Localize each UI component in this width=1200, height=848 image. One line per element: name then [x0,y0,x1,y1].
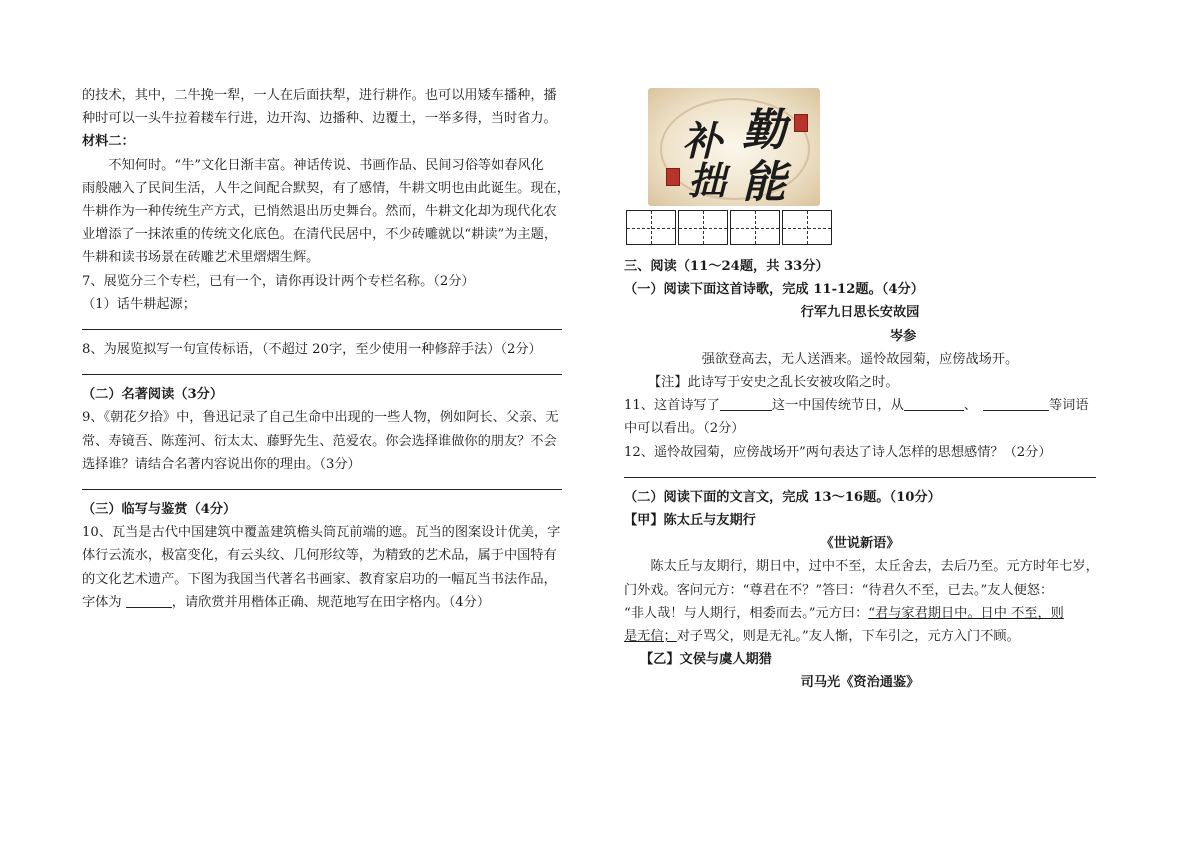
question-9-line3: 选择谁？请结合名著内容说出你的理由。（3分） [82,456,361,472]
question-10-line2: 体行云流水，极富变化，有云头纹、几何形纹等，为精致的艺术品，属于中国特有 [82,548,557,564]
calligraphy-image [648,88,820,206]
q10-suffix: ，请欣赏并用楷体正确、规范地写在田字格内。（4分） [171,594,491,610]
red-seal-stamp [666,168,680,186]
section-heading-3: （三）临写与鉴赏（4分） [82,502,237,518]
classical-text-line [624,625,1096,648]
q10-prefix: 字体为 [82,594,126,610]
poem-note: 【注】此诗写于安史之乱长安被攻陷之时。 [648,375,899,391]
answer-blank[interactable] [904,396,964,411]
tianzi-grid [626,210,1096,245]
subsection-2-heading: （二）阅读下面的文言文，完成 13～16题。（10分） [624,489,941,505]
text-line: 种时可以一头牛拉着耧车行进，边开沟、边播种、边覆土，一举多得，当时省力。 [82,111,557,127]
question-10-line4 [82,591,562,614]
question-11-line2: 中可以看出。（2分） [624,421,745,437]
text-span: 对子骂父，则是无礼。”友人惭，下车引之，元方入门不顾。 [676,629,1020,645]
text-line: 业增添了一抹浓重的传统文化底色。在清代民居中，不少砖雕就以“耕读”为主题， [82,227,558,243]
question-10: 10、瓦当是古代中国建筑中覆盖建筑檐头筒瓦前端的遮。瓦当的图案设计优美，字 [82,525,561,541]
material-heading: 材料二： [82,134,135,150]
calligraphy-char: 勤 [742,105,786,156]
right-column [624,88,1099,695]
question-9: 9、《朝花夕拾》中，鲁迅记录了自己生命中出现的一些人物，例如阿长、父亲、无 [82,410,559,426]
text-line: 牛耕和读书场景在砖雕艺术里熠熠生辉。 [82,250,320,266]
left-column [82,84,570,614]
classical-text-line [624,602,1096,625]
text-line: 不知何时。“牛”文化日渐丰富。神话传说、书画作品、民间习俗等如春风化 [108,157,544,173]
classical-text-line: 门外戏。客问元方：“尊君在不？”答曰：“待君久不至，已去。”友人便怒： [624,582,1054,598]
poem-text: 强欲登高去，无人送酒来。遥怜故园菊，应傍战场开。 [701,351,1019,367]
text-line: 雨般融入了民间生活，人牛之间配合默契，有了感情，牛耕文明也由此诞生。现在， [82,180,570,196]
answer-blank[interactable] [720,396,772,411]
red-seal-stamp [794,114,808,132]
text-line: 牛耕作为一种传统生产方式，已悄然退出历史舞台。然而，牛耕文化却为现代化农 [82,204,557,220]
underlined-text: “君与家君期日中。日中 不至，则 [868,605,1064,621]
classical-text-line: 陈太丘与友期行，期日中，过中不至，太丘舍去，去后乃至。元方时年七岁， [650,559,1099,575]
calligraphy-char: 能 [742,157,786,206]
grid-box[interactable] [626,210,676,245]
grid-box[interactable] [782,210,832,245]
answer-blank[interactable] [983,396,1049,411]
subsection-1-heading: （一）阅读下面这首诗歌，完成 11-12题。（4分） [624,282,924,298]
question-7-part1: （1）话牛耕起源； [82,296,196,312]
answer-line[interactable] [82,364,562,375]
calligraphy-char: 补 [682,118,722,165]
text-yi-title: 【乙】文侯与虞人期猎 [640,652,772,668]
grid-box[interactable] [678,210,728,245]
grid-box[interactable] [730,210,780,245]
section-heading-2: （二）名著阅读（3分） [82,387,224,403]
answer-line[interactable] [624,467,1096,478]
calligraphy-char: 拙 [688,158,727,203]
question-11 [624,394,1096,417]
answer-line[interactable] [82,319,562,330]
poem-title: 行军九日思长安故园 [800,305,920,321]
poet: 岑参 [890,328,917,344]
underlined-text: 是无信； [624,629,677,645]
text-jia-title: 【甲】陈太丘与友期行 [624,513,756,529]
answer-line[interactable] [82,479,562,490]
question-9-line2: 常、寿镜吾、陈莲河、衍太太、藤野先生、范爱农。你会选择谁做你的朋友？不会 [82,433,557,449]
q11-part: 、 [963,398,977,414]
q11-part: 等词语 [1048,398,1089,414]
text-yi-source: 司马光《资治通鉴》 [800,675,920,691]
part-3-heading: 三、阅读（11～24题，共 33分） [624,259,829,274]
text-jia-source: 《世说新语》 [820,536,900,552]
text-line: 的技术，其中，二牛挽一犁，一人在后面扶犁，进行耕作。也可以用矮车播种，播 [82,88,557,103]
question-8: 8、为展览拟写一句宣传标语，（不超过 20字，至少使用一种修辞手法）（2分） [82,342,542,358]
answer-blank[interactable] [126,593,172,608]
q11-part: 这一中国传统节日，从 [771,398,904,414]
question-12: 12、遥怜故园菊，应傍战场开”两句表达了诗人怎样的思想感情？（2分） [624,444,1052,460]
question-7: 7、展览分三个专栏，已有一个，请你再设计两个专栏名称。（2分） [82,273,475,289]
q11-part: 11、这首诗写了 [624,398,720,414]
text-span: “非人哉！与人期行，相委而去。”元方曰： [624,605,869,621]
question-10-line3: 的文化艺术遗产。下图为我国当代著名书画家、教育家启功的一幅瓦当书法作品， [82,571,557,587]
